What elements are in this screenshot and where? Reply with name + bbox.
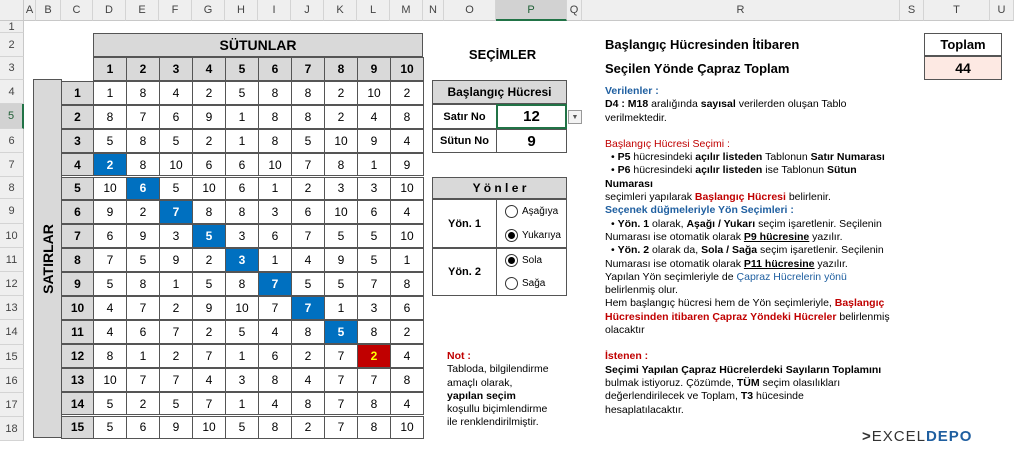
- table-cell[interactable]: 6: [225, 153, 259, 177]
- table-cell[interactable]: 7: [192, 344, 226, 368]
- table-cell[interactable]: 10: [390, 177, 424, 201]
- table-cell[interactable]: 6: [126, 177, 160, 201]
- table-cell[interactable]: 7: [159, 320, 193, 344]
- row-header-12[interactable]: 12: [0, 272, 24, 296]
- table-col-header: 10: [390, 57, 424, 81]
- column-header-H[interactable]: H: [225, 0, 258, 21]
- table-cell[interactable]: 7: [291, 224, 325, 248]
- table-cell[interactable]: 8: [291, 320, 325, 344]
- table-cell[interactable]: 10: [159, 153, 193, 177]
- table-cell[interactable]: 8: [225, 272, 259, 296]
- table-cell[interactable]: 8: [390, 105, 424, 129]
- table-cell[interactable]: 3: [225, 248, 259, 272]
- table-col-header: 2: [126, 57, 160, 81]
- table-row-header: 7: [61, 224, 94, 248]
- table-cell[interactable]: 2: [93, 153, 127, 177]
- column-header-T[interactable]: T: [924, 0, 990, 21]
- table-cell[interactable]: 7: [258, 272, 292, 296]
- table-cell[interactable]: 2: [291, 416, 325, 440]
- table-cell[interactable]: 5: [192, 224, 226, 248]
- column-header-N[interactable]: N: [423, 0, 444, 21]
- table-cell[interactable]: 5: [93, 416, 127, 440]
- table-cell[interactable]: 6: [258, 224, 292, 248]
- table-cell[interactable]: 7: [357, 272, 391, 296]
- table-cell[interactable]: 2: [324, 81, 358, 105]
- table-cell[interactable]: 6: [357, 200, 391, 224]
- table-cell[interactable]: 1: [357, 153, 391, 177]
- table-cell[interactable]: 4: [390, 200, 424, 224]
- table-cell[interactable]: 7: [357, 368, 391, 392]
- table-cell[interactable]: 3: [159, 224, 193, 248]
- table-cell[interactable]: 5: [357, 248, 391, 272]
- table-col-header: 1: [93, 57, 127, 81]
- row-header-10[interactable]: 10: [0, 224, 24, 248]
- table-cell[interactable]: 9: [357, 129, 391, 153]
- radio-down[interactable]: Aşağıya: [505, 205, 558, 218]
- table-cell[interactable]: 3: [324, 177, 358, 201]
- table-cell[interactable]: 2: [291, 177, 325, 201]
- table-cell[interactable]: 6: [390, 296, 424, 320]
- table-cell[interactable]: 8: [258, 81, 292, 105]
- table-cell[interactable]: 5: [93, 272, 127, 296]
- table-row-header: 13: [61, 368, 94, 392]
- columns-title: SÜTUNLAR: [93, 33, 423, 57]
- table-cell[interactable]: 10: [390, 224, 424, 248]
- radio-down-icon[interactable]: [505, 205, 518, 218]
- table-cell[interactable]: 3: [225, 224, 259, 248]
- table-cell[interactable]: 2: [192, 81, 226, 105]
- table-row-header: 3: [61, 129, 94, 153]
- table-cell[interactable]: 2: [390, 320, 424, 344]
- table-cell[interactable]: 5: [93, 129, 127, 153]
- table-cell[interactable]: 8: [357, 392, 391, 416]
- table-row-header: 11: [61, 320, 94, 344]
- table-cell[interactable]: 1: [225, 105, 259, 129]
- table-cell[interactable]: 9: [192, 296, 226, 320]
- table-row-header: 5: [61, 177, 94, 201]
- table-cell[interactable]: 9: [159, 248, 193, 272]
- table-cell[interactable]: 2: [291, 344, 325, 368]
- table-cell[interactable]: 10: [192, 416, 226, 440]
- table-cell[interactable]: 1: [225, 344, 259, 368]
- table-cell[interactable]: 7: [324, 392, 358, 416]
- table-cell[interactable]: 1: [324, 296, 358, 320]
- table-cell[interactable]: 5: [192, 272, 226, 296]
- row-header-7[interactable]: 7: [0, 153, 24, 177]
- table-cell[interactable]: 8: [324, 153, 358, 177]
- table-col-header: 5: [225, 57, 259, 81]
- column-header-F[interactable]: F: [159, 0, 192, 21]
- table-cell[interactable]: 5: [291, 129, 325, 153]
- row-header-15[interactable]: 15: [0, 345, 24, 369]
- table-cell[interactable]: 5: [225, 320, 259, 344]
- table-cell[interactable]: 10: [258, 153, 292, 177]
- column-header-O[interactable]: O: [444, 0, 496, 21]
- row-header-14[interactable]: 14: [0, 320, 24, 345]
- table-cell[interactable]: 2: [192, 320, 226, 344]
- table-cell[interactable]: 9: [390, 153, 424, 177]
- column-header-U[interactable]: U: [990, 0, 1014, 21]
- table-cell[interactable]: 7: [324, 368, 358, 392]
- table-cell[interactable]: 7: [126, 296, 160, 320]
- row-header-9[interactable]: 9: [0, 199, 24, 224]
- table-cell[interactable]: 7: [258, 296, 292, 320]
- table-row-header: 2: [61, 105, 94, 129]
- table-cell[interactable]: 8: [126, 272, 160, 296]
- table-cell[interactable]: 1: [225, 392, 259, 416]
- total-label: Toplam: [924, 33, 1002, 56]
- table-cell[interactable]: 4: [93, 296, 127, 320]
- row-header-2[interactable]: 2: [0, 33, 24, 57]
- table-row-header: 6: [61, 200, 94, 224]
- table-cell[interactable]: 5: [291, 272, 325, 296]
- table-cell[interactable]: 10: [93, 177, 127, 201]
- table-cell[interactable]: 5: [324, 224, 358, 248]
- table-cell[interactable]: 8: [357, 416, 391, 440]
- note: Not : Tabloda, bilgilendirme amaçlı olarak, yapılan seçim koşullu biçimlendirme ile renklendirilmiştir.: [447, 350, 549, 429]
- table-cell[interactable]: 2: [126, 392, 160, 416]
- table-cell[interactable]: 6: [93, 224, 127, 248]
- select-all-corner[interactable]: [0, 0, 24, 21]
- table-cell[interactable]: 8: [192, 200, 226, 224]
- table-cell[interactable]: 8: [291, 105, 325, 129]
- start-cell-header: Başlangıç Hücresi: [432, 80, 567, 104]
- table-cell[interactable]: 2: [159, 344, 193, 368]
- dropdown-arrow-icon[interactable]: ▼: [568, 110, 582, 124]
- row-no-input[interactable]: 12: [496, 104, 567, 129]
- row-header-1[interactable]: 1: [0, 21, 24, 33]
- direction1-options: [496, 199, 567, 248]
- radio-up[interactable]: Yukarıya: [505, 229, 561, 242]
- row-header-16[interactable]: 16: [0, 369, 24, 393]
- table-cell[interactable]: 2: [159, 296, 193, 320]
- row-header-6[interactable]: 6: [0, 129, 24, 153]
- direction2-label: Yön. 2: [432, 248, 497, 296]
- logo-chevron-icon: >: [862, 428, 872, 445]
- table-cell[interactable]: 8: [291, 81, 325, 105]
- table-row-header: 14: [61, 392, 94, 416]
- table-cell[interactable]: 7: [291, 296, 325, 320]
- column-header-K[interactable]: K: [324, 0, 357, 21]
- table-cell[interactable]: 5: [126, 248, 160, 272]
- table-cell[interactable]: 3: [357, 296, 391, 320]
- table-col-header: 4: [192, 57, 226, 81]
- table-row-header: 4: [61, 153, 94, 177]
- table-col-header: 3: [159, 57, 193, 81]
- table-cell[interactable]: 6: [258, 344, 292, 368]
- column-header-I[interactable]: I: [258, 0, 291, 21]
- row-header-4[interactable]: 4: [0, 80, 24, 104]
- row-header-13[interactable]: 13: [0, 296, 24, 320]
- table-cell[interactable]: 7: [324, 344, 358, 368]
- radio-right-icon[interactable]: [505, 277, 518, 290]
- col-no-label: Sütun No: [432, 129, 497, 153]
- table-cell[interactable]: 4: [390, 344, 424, 368]
- radio-up-icon[interactable]: [505, 229, 518, 242]
- table-cell[interactable]: 1: [258, 177, 292, 201]
- table-cell[interactable]: 6: [126, 416, 160, 440]
- table-cell[interactable]: 5: [159, 392, 193, 416]
- table-cell[interactable]: 2: [324, 105, 358, 129]
- table-cell[interactable]: 9: [324, 248, 358, 272]
- table-row-header: 9: [61, 272, 94, 296]
- col-no-input[interactable]: 9: [496, 129, 567, 153]
- table-cell[interactable]: 3: [357, 177, 391, 201]
- table-cell[interactable]: 8: [390, 368, 424, 392]
- table-cell[interactable]: 8: [258, 105, 292, 129]
- table-row-header: 10: [61, 296, 94, 320]
- table-row-header: 12: [61, 344, 94, 368]
- table-cell[interactable]: 10: [324, 129, 358, 153]
- table-cell[interactable]: 2: [126, 200, 160, 224]
- table-cell[interactable]: 4: [258, 320, 292, 344]
- row-header-8[interactable]: 8: [0, 177, 24, 199]
- table-row-header: 1: [61, 81, 94, 105]
- column-header-Q[interactable]: Q: [567, 0, 582, 21]
- column-header-S[interactable]: S: [900, 0, 924, 21]
- table-cell[interactable]: 8: [291, 392, 325, 416]
- row-header-5[interactable]: 5: [0, 104, 24, 129]
- directions-header: Y ö n l e r: [432, 177, 567, 199]
- table-cell[interactable]: 10: [93, 368, 127, 392]
- table-cell[interactable]: 1: [93, 81, 127, 105]
- column-header-P[interactable]: P: [496, 0, 567, 21]
- table-cell[interactable]: 8: [390, 272, 424, 296]
- excel-depo-logo: >EXCELDEPO: [862, 428, 973, 445]
- column-header-A[interactable]: A: [24, 0, 36, 21]
- table-cell[interactable]: 7: [159, 200, 193, 224]
- table-cell[interactable]: 8: [225, 200, 259, 224]
- column-header-R[interactable]: R: [582, 0, 900, 21]
- table-cell[interactable]: 8: [258, 368, 292, 392]
- table-cell[interactable]: 6: [192, 153, 226, 177]
- row-header-11[interactable]: 11: [0, 248, 24, 272]
- radio-right[interactable]: Sağa: [505, 277, 545, 290]
- desc-title-2: Seçilen Yönde Çapraz Toplam: [605, 61, 790, 76]
- column-header-M[interactable]: M: [390, 0, 423, 21]
- table-cell[interactable]: 6: [291, 200, 325, 224]
- table-cell[interactable]: 8: [93, 105, 127, 129]
- table-cell[interactable]: 5: [324, 320, 358, 344]
- table-cell[interactable]: 1: [390, 248, 424, 272]
- table-cell[interactable]: 4: [357, 105, 391, 129]
- table-cell[interactable]: 1: [126, 344, 160, 368]
- column-header-E[interactable]: E: [126, 0, 159, 21]
- row-header-3[interactable]: 3: [0, 57, 24, 80]
- rows-title-box: [33, 79, 62, 438]
- table-cell[interactable]: 10: [390, 416, 424, 440]
- column-header-D[interactable]: D: [93, 0, 126, 21]
- table-cell[interactable]: 7: [324, 416, 358, 440]
- table-cell[interactable]: 5: [225, 416, 259, 440]
- table-cell[interactable]: 7: [291, 153, 325, 177]
- table-cell[interactable]: 7: [93, 248, 127, 272]
- radio-left[interactable]: Sola: [505, 254, 542, 267]
- table-col-header: 9: [357, 57, 391, 81]
- table-cell[interactable]: 10: [357, 81, 391, 105]
- table-cell[interactable]: 7: [126, 368, 160, 392]
- table-cell[interactable]: 4: [93, 320, 127, 344]
- description-body: Verilenler : D4 : M18 aralığında sayısal verilerden oluşan Tablo verilmektedir. Başlangıç Hücresi Seçimi : • P5 hücresindeki açılır listeden Tablonun Satır Numarası • P6 hücresindeki açılır listeden ise Tablonun Sütun Numarası seçimleri yapılarak Başlangıç Hücresi belirlenir. Seçenek düğmeleriyle Yön Seçimleri : • Yön. 1 olarak, Aşağı / Yukarı seçim işaretlenir. Seçilenin Numarası ise otomatik olarak P9 hücresine yazılır. • Yön. 2 olarak da, Sola / Sağa seçim işaretlenir. Seçilenin Numarası ise otomatik olarak P11 hücresine yazılır. Yapılan Yön seçimleriyle de Çapraz Hücrelerin yönü belirlenmiş olur. Hem başlangıç hücresi hem de Yön seçimleriyle, Başlangıç Hücresinden itibaren Çapraz Yöndeki Hücreler belirlenmiş olacaktır İstenen : Seçimi Yapılan Çapraz Hücrelerdeki Sayıların Toplamını bulmak istiyoruz. Çözümde, TÜM seçim olasılıkları değerlendirilecek ve Toplam, T3 hücesinde hesaplatılacaktır.: [605, 85, 890, 416]
- table-cell[interactable]: 9: [159, 416, 193, 440]
- table-cell[interactable]: 4: [159, 81, 193, 105]
- table-cell[interactable]: 8: [93, 344, 127, 368]
- table-cell[interactable]: 7: [159, 368, 193, 392]
- table-cell[interactable]: 7: [192, 392, 226, 416]
- table-cell[interactable]: 5: [93, 392, 127, 416]
- table-cell[interactable]: 4: [390, 392, 424, 416]
- table-cell[interactable]: 8: [258, 129, 292, 153]
- table-cell[interactable]: 3: [258, 200, 292, 224]
- table-cell[interactable]: 6: [126, 320, 160, 344]
- table-cell[interactable]: 2: [192, 129, 226, 153]
- table-cell[interactable]: 9: [93, 200, 127, 224]
- table-col-header: 6: [258, 57, 292, 81]
- table-cell[interactable]: 10: [192, 177, 226, 201]
- table-cell[interactable]: 8: [126, 129, 160, 153]
- table-cell[interactable]: 7: [126, 105, 160, 129]
- row-no-label: Satır No: [432, 104, 497, 129]
- table-cell[interactable]: 4: [291, 248, 325, 272]
- column-header-C[interactable]: C: [61, 0, 93, 21]
- direction1-label: Yön. 1: [432, 199, 497, 248]
- table-cell[interactable]: 5: [357, 224, 391, 248]
- column-header-G[interactable]: G: [192, 0, 225, 21]
- table-row-header: 15: [61, 416, 94, 440]
- table-cell[interactable]: 5: [225, 81, 259, 105]
- table-cell[interactable]: 10: [324, 200, 358, 224]
- table-col-header: 8: [324, 57, 358, 81]
- table-cell[interactable]: 9: [126, 224, 160, 248]
- table-cell[interactable]: 1: [258, 248, 292, 272]
- table-cell[interactable]: 5: [159, 177, 193, 201]
- selections-title: SEÇİMLER: [468, 47, 537, 62]
- table-cell[interactable]: 6: [159, 105, 193, 129]
- table-cell[interactable]: 8: [126, 81, 160, 105]
- table-cell[interactable]: 8: [126, 153, 160, 177]
- table-cell[interactable]: 3: [225, 368, 259, 392]
- table-cell[interactable]: 4: [192, 368, 226, 392]
- table-cell[interactable]: 9: [192, 105, 226, 129]
- table-row-header: 8: [61, 248, 94, 272]
- table-cell[interactable]: 2: [357, 344, 391, 368]
- table-cell[interactable]: 10: [225, 296, 259, 320]
- table-cell[interactable]: 4: [390, 129, 424, 153]
- column-header-B[interactable]: B: [36, 0, 61, 21]
- table-col-header: 7: [291, 57, 325, 81]
- radio-left-icon[interactable]: [505, 254, 518, 267]
- rows-title: SATIRLAR: [39, 223, 56, 294]
- table-cell[interactable]: 1: [159, 272, 193, 296]
- table-cell[interactable]: 6: [225, 177, 259, 201]
- table-cell[interactable]: 8: [357, 320, 391, 344]
- row-header-18[interactable]: 18: [0, 417, 24, 441]
- table-cell[interactable]: 1: [225, 129, 259, 153]
- table-cell[interactable]: 2: [390, 81, 424, 105]
- total-value[interactable]: 44: [924, 56, 1002, 80]
- direction2-options: [496, 248, 567, 296]
- table-cell[interactable]: 2: [192, 248, 226, 272]
- table-cell[interactable]: 8: [258, 416, 292, 440]
- desc-title-1: Başlangıç Hücresinden İtibaren: [605, 37, 800, 52]
- column-header-J[interactable]: J: [291, 0, 324, 21]
- row-header-17[interactable]: 17: [0, 393, 24, 417]
- column-header-L[interactable]: L: [357, 0, 390, 21]
- table-cell[interactable]: 5: [324, 272, 358, 296]
- table-cell[interactable]: 4: [291, 368, 325, 392]
- table-cell[interactable]: 4: [258, 392, 292, 416]
- table-cell[interactable]: 5: [159, 129, 193, 153]
